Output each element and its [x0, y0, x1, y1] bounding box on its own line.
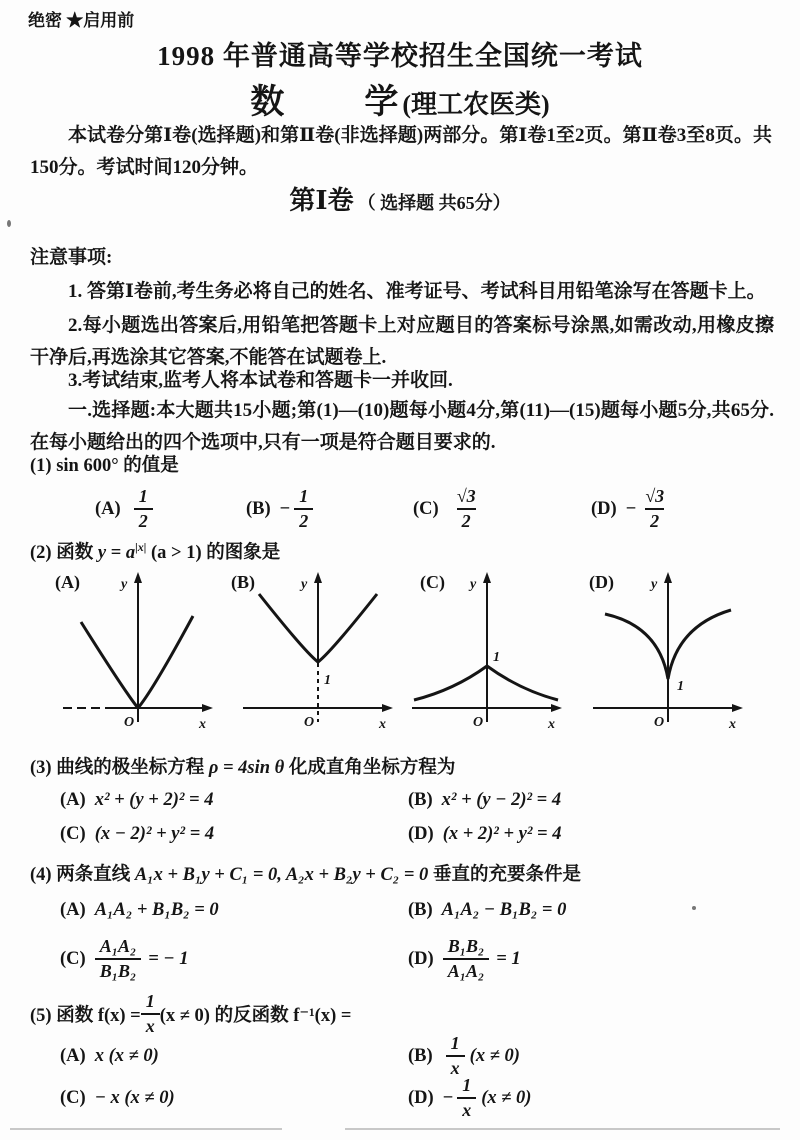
origin-label: O [654, 715, 665, 730]
fraction-denominator: 2 [294, 508, 313, 532]
q1-option-a-label: (A) [95, 498, 121, 519]
fraction-denominator: 2 [134, 508, 153, 532]
y-axis-label: y [121, 577, 128, 592]
q2-graph-c [392, 566, 570, 746]
fraction-denominator: B₁B₂ [95, 958, 142, 982]
subject-char-1: 数 [250, 84, 285, 121]
q3-stem-math: ρ = 4sin θ [208, 758, 285, 778]
x-axis-arrow-icon [551, 704, 562, 712]
fraction-denominator: x [446, 1055, 465, 1079]
scan-speck [692, 906, 696, 910]
q1-option-c-label: (C) [413, 498, 439, 519]
q4-option-b-formula: A₁A₂ − B₁B₂ = 0 [441, 900, 567, 920]
q1-option-c [413, 482, 481, 536]
fraction-numerator: 1 [145, 991, 155, 1012]
q2-graph-a-plot [43, 566, 221, 746]
q2-stem-exponent: |x| [135, 539, 147, 554]
q3-option-a-formula: x² + (y + 2)² = 4 [94, 790, 214, 810]
fraction-denominator: A₁A₂ [443, 958, 490, 982]
q5-option-b-fraction [446, 1033, 465, 1078]
q5-option-b-post: (x ≠ 0) [469, 1045, 520, 1066]
fraction-numerator: 1 [450, 1033, 460, 1054]
fraction-numerator: 1 [299, 486, 309, 507]
q2-graph-d [573, 566, 751, 746]
q2-stem-math: y = a [97, 543, 136, 563]
question-4-stem [30, 860, 581, 886]
q3-option-d-label: (D) [408, 824, 434, 844]
q2-graph-d-label: (D) [589, 572, 614, 592]
q4-option-c-label: (C) [60, 948, 86, 969]
q3-option-c [60, 824, 214, 845]
q4-option-c-fraction [95, 936, 142, 981]
q3-option-a-label: (A) [60, 790, 86, 810]
y-axis-arrow-icon [314, 572, 322, 583]
q2-graph-c-label: (C) [420, 572, 445, 592]
fraction-numerator: 1 [462, 1075, 472, 1096]
x-axis-arrow-icon [732, 704, 743, 712]
volume-title: 第Ⅰ卷 [289, 186, 354, 215]
y-axis-label: y [301, 577, 308, 592]
point-label: 1 [677, 679, 684, 694]
scan-line-artifact [10, 1128, 282, 1130]
fraction-numerator: 1 [138, 486, 148, 507]
fraction-denominator: x [457, 1097, 476, 1121]
q2-stem-post: (a > 1) 的图象是 [146, 543, 281, 563]
q1-option-d-sign: − [625, 498, 637, 519]
q4-option-c-rhs: = − 1 [148, 948, 189, 969]
point-label: 1 [324, 673, 331, 688]
q1-option-b-fraction [294, 486, 313, 531]
paper-intro: 本试卷分第Ⅰ卷(选择题)和第Ⅱ卷(非选择题)两部分。第Ⅰ卷1至2页。第Ⅱ卷3至8页。共150分。考试时间120分钟。 [30, 125, 772, 179]
q4-option-a-formula: A₁A₂ + B₁B₂ = 0 [94, 900, 219, 920]
q4-option-b-label: (B) [408, 900, 433, 920]
q4-option-d-fraction [443, 936, 490, 981]
y-axis-arrow-icon [664, 572, 672, 583]
q4-option-d-label: (D) [408, 948, 434, 969]
q4-stem-pre: (4) 两条直线 [30, 865, 135, 885]
subject-note: (理工农医类) [402, 90, 550, 119]
q2-graph-a-label: (A) [55, 572, 80, 592]
notice-item-3: 3.考试结束,监考人将本试卷和答题卡一并收回. [68, 370, 453, 391]
q1-option-a-fraction [134, 486, 153, 531]
q1-option-b [246, 482, 313, 536]
q3-option-a [60, 790, 213, 811]
q4-option-a [60, 900, 219, 921]
scan-line-artifact [345, 1128, 780, 1130]
fraction-numerator: √3 [645, 486, 665, 507]
q4-stem-math: A₁x + B₁y + C₁ = 0, A₂x + B₂y + C₂ = 0 [134, 865, 429, 885]
subject-title [0, 74, 800, 123]
q2-graph-b-plot [223, 566, 401, 746]
q3-option-b [408, 790, 561, 811]
q5-option-d-label: (D) [408, 1087, 434, 1108]
x-axis-label: x [548, 717, 555, 732]
scan-speck [7, 220, 11, 227]
q4-stem-post: 垂直的充要条件是 [428, 865, 581, 885]
volume-heading [0, 180, 800, 217]
notice-item-1: 1. 答第Ⅰ卷前,考生务必将自己的姓名、准考证号、考试科目用铅笔涂写在答题卡上。 [68, 281, 766, 302]
q3-option-c-label: (C) [60, 824, 86, 844]
q2-stem-pre: (2) 函数 [30, 543, 98, 563]
notice-item-2: 2.每小题选出答案后,用铅笔把答题卡上对应题目的答案标号涂黑,如需改动,用橡皮擦干净后,再选涂其它答案,不能答在试题卷上. [30, 315, 774, 369]
security-label: 绝密 ★启用前 [28, 11, 135, 30]
question-3-stem [30, 753, 455, 779]
q1-option-d [591, 482, 669, 536]
q4-option-c [60, 930, 189, 988]
fraction-numerator: A₁A₂ [99, 936, 137, 957]
subject-char-2: 学 [364, 84, 399, 121]
q1-option-c-fraction [452, 486, 481, 531]
q5-option-b [408, 1032, 520, 1080]
q1-option-d-label: (D) [591, 498, 617, 519]
q5-option-d-fraction [457, 1075, 476, 1120]
volume-subtitle: （ 选择题 共65分） [357, 193, 511, 213]
origin-label: O [124, 715, 135, 730]
q5-option-c [60, 1074, 175, 1122]
q1-option-a [95, 482, 153, 536]
q5-option-a [60, 1032, 159, 1080]
q2-graph-c-plot [392, 566, 570, 746]
q5-option-c-label: (C) [60, 1087, 86, 1108]
section-intro: 一.选择题:本大题共15小题;第(1)—(10)题每小题4分,第(11)—(15)题每小题5分,共65分.在每小题给出的四个选项中,只有一项是符合题目要求的. [30, 400, 774, 454]
y-axis-label: y [470, 577, 477, 592]
origin-label: O [473, 715, 484, 730]
y-axis-arrow-icon [483, 572, 491, 583]
x-axis-label: x [729, 717, 736, 732]
point-label: 1 [493, 650, 500, 665]
q3-option-c-formula: (x − 2)² + y² = 4 [94, 824, 215, 844]
question-2-stem [30, 538, 280, 564]
q5-stem-pre: (5) 函数 f(x) = [30, 1006, 141, 1026]
x-axis-label: x [199, 717, 206, 732]
q3-option-d-formula: (x + 2)² + y² = 4 [442, 824, 562, 844]
q1-option-b-label: (B) [246, 498, 271, 519]
fraction-numerator: √3 [456, 486, 476, 507]
q5-option-d [408, 1074, 531, 1122]
q2-graph-d-plot [573, 566, 751, 746]
q1-option-b-sign: − [279, 498, 291, 519]
x-axis-label: x [379, 717, 386, 732]
origin-label: O [304, 715, 315, 730]
q4-option-d-rhs: = 1 [496, 948, 521, 969]
q1-option-d-fraction [640, 486, 669, 531]
q5-stem-fraction [141, 991, 160, 1036]
q5-option-d-sign: − [442, 1087, 454, 1108]
q3-stem-pre: (3) 曲线的极坐标方程 [30, 758, 209, 778]
q5-option-b-label: (B) [408, 1045, 433, 1066]
q3-option-b-formula: x² + (y − 2)² = 4 [441, 790, 562, 810]
x-axis-arrow-icon [202, 704, 213, 712]
q2-graph-b [223, 566, 401, 746]
q4-option-a-label: (A) [60, 900, 86, 920]
y-axis-label: y [651, 577, 658, 592]
q5-stem-post: (x ≠ 0) 的反函数 f⁻¹(x) = [159, 1006, 352, 1026]
notice-heading: 注意事项: [30, 247, 113, 268]
fraction-denominator: 2 [645, 508, 664, 532]
q3-stem-post: 化成直角坐标方程为 [284, 758, 456, 778]
q5-option-d-post: (x ≠ 0) [481, 1087, 532, 1108]
q5-option-a-formula: x (x ≠ 0) [94, 1045, 159, 1066]
q5-option-a-label: (A) [60, 1045, 86, 1066]
exam-title: 1998 年普通高等学校招生全国统一考试 [157, 41, 643, 71]
q4-option-d [408, 930, 521, 988]
y-axis-arrow-icon [134, 572, 142, 583]
q5-option-c-formula: − x (x ≠ 0) [94, 1087, 175, 1108]
question-1-stem: (1) sin 600° 的值是 [30, 456, 179, 476]
fraction-denominator: x [141, 1013, 160, 1037]
q4-option-b [408, 900, 566, 921]
fraction-denominator: 2 [457, 508, 476, 532]
q3-option-d [408, 824, 561, 845]
q2-graph-a [43, 566, 221, 746]
q2-graph-b-label: (B) [231, 572, 255, 592]
q3-option-b-label: (B) [408, 790, 433, 810]
fraction-numerator: B₁B₂ [447, 936, 485, 957]
